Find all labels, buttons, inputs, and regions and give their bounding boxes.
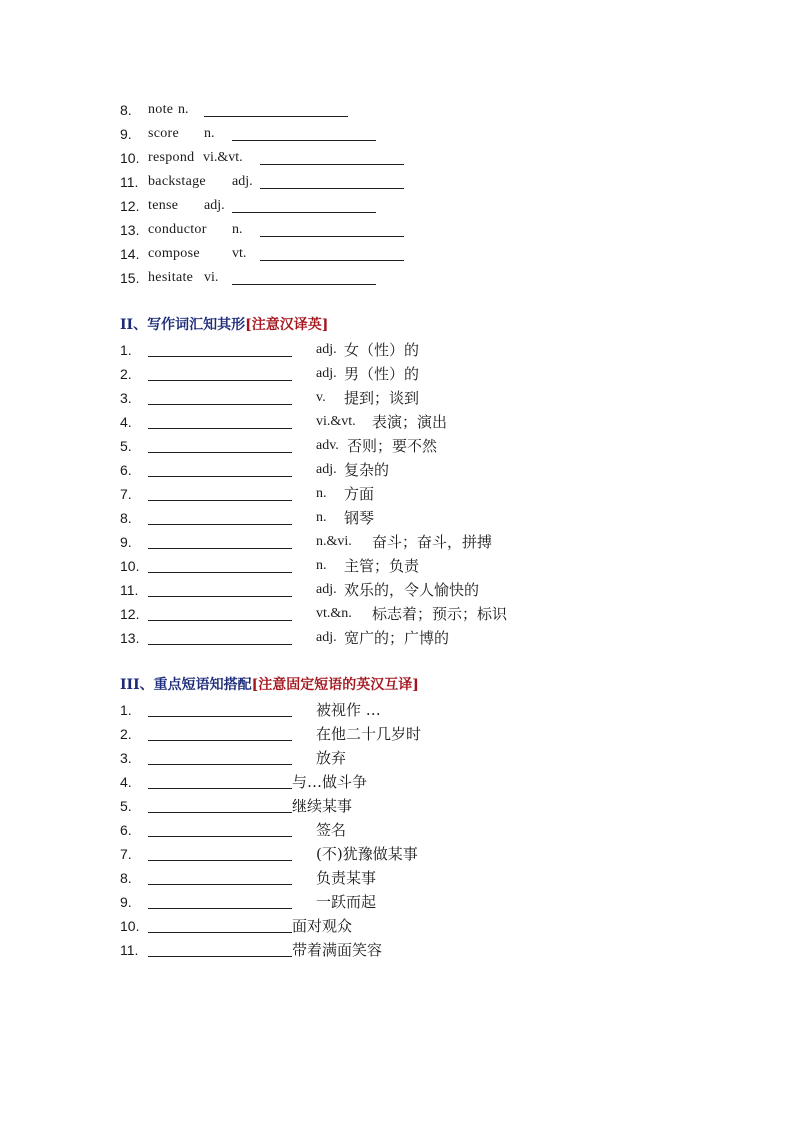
- list-item: [120, 578, 680, 602]
- item-number: 11.: [120, 582, 139, 598]
- chinese-meaning: 标志着；预示；标识: [372, 605, 508, 623]
- part-of-speech: adj.: [316, 342, 337, 357]
- chinese-meaning: 否则；要不然: [347, 437, 438, 455]
- answer-blank[interactable]: [260, 188, 404, 189]
- answer-blank[interactable]: [148, 764, 292, 765]
- item-number: 7.: [120, 486, 132, 502]
- writing-vocab-list: [120, 338, 680, 650]
- list-item: [120, 626, 680, 650]
- list-item: [120, 698, 680, 722]
- list-item: [120, 170, 680, 194]
- english-word: compose: [148, 246, 200, 261]
- answer-blank[interactable]: [148, 500, 292, 501]
- item-number: 9.: [120, 126, 132, 142]
- chinese-meaning: (不)犹豫做某事: [316, 845, 418, 863]
- part-of-speech: n.: [316, 510, 327, 525]
- section-title: II、写作词汇知其形: [120, 317, 246, 333]
- answer-blank[interactable]: [148, 524, 292, 525]
- item-number: 8.: [120, 510, 132, 526]
- item-number: 10.: [120, 558, 140, 574]
- answer-blank[interactable]: [148, 620, 292, 621]
- item-number: 5.: [120, 798, 132, 814]
- english-word: tense: [148, 198, 179, 213]
- list-item: [120, 818, 680, 842]
- part-of-speech: adj.: [204, 198, 225, 213]
- item-number: 13.: [120, 222, 140, 238]
- answer-blank[interactable]: [148, 428, 292, 429]
- item-number: 14.: [120, 246, 140, 262]
- list-item: [120, 194, 680, 218]
- chinese-meaning: 欢乐的，令人愉快的: [344, 581, 480, 599]
- item-number: 9.: [120, 894, 132, 910]
- chinese-meaning: 一跃而起: [316, 893, 377, 911]
- chinese-meaning: 提到；谈到: [344, 389, 420, 407]
- item-number: 8.: [120, 102, 132, 118]
- list-item: [120, 770, 680, 794]
- list-item: [120, 482, 680, 506]
- chinese-meaning: 继续某事: [292, 797, 353, 815]
- writing-vocab-section: [120, 312, 680, 650]
- part-of-speech: n.: [316, 486, 327, 501]
- answer-blank[interactable]: [148, 476, 292, 477]
- list-item: [120, 506, 680, 530]
- list-item: [120, 98, 680, 122]
- answer-blank[interactable]: [148, 932, 292, 933]
- list-item: [120, 338, 680, 362]
- chinese-meaning: 被视作 …: [316, 701, 381, 719]
- answer-blank[interactable]: [148, 452, 292, 453]
- chinese-meaning: 钢琴: [344, 509, 375, 527]
- item-number: 11.: [120, 174, 139, 190]
- chinese-meaning: 与…做斗争: [292, 773, 368, 791]
- list-item: [120, 146, 680, 170]
- list-item: [120, 842, 680, 866]
- part-of-speech: vt.&n.: [316, 606, 352, 621]
- item-number: 6.: [120, 822, 132, 838]
- part-of-speech: n.: [204, 126, 215, 141]
- answer-blank[interactable]: [148, 404, 292, 405]
- part-of-speech: vi.&vt.: [203, 150, 243, 165]
- answer-blank[interactable]: [204, 116, 348, 117]
- item-number: 9.: [120, 534, 132, 550]
- chinese-meaning: 放弃: [316, 749, 347, 767]
- chinese-meaning: 在他二十几岁时: [316, 725, 422, 743]
- item-number: 3.: [120, 750, 132, 766]
- list-item: [120, 746, 680, 770]
- answer-blank[interactable]: [148, 884, 292, 885]
- section-title: III、重点短语知搭配: [120, 677, 252, 693]
- answer-blank[interactable]: [148, 548, 292, 549]
- list-item: [120, 554, 680, 578]
- item-number: 4.: [120, 774, 132, 790]
- answer-blank[interactable]: [232, 284, 376, 285]
- list-item: [120, 266, 680, 290]
- part-of-speech: vi.: [204, 270, 219, 285]
- item-number: 1.: [120, 702, 132, 718]
- list-item: [120, 362, 680, 386]
- list-item: [120, 122, 680, 146]
- answer-blank[interactable]: [232, 140, 376, 141]
- phrase-list: [120, 698, 680, 962]
- list-item: [120, 890, 680, 914]
- answer-blank[interactable]: [260, 236, 404, 237]
- answer-blank[interactable]: [148, 356, 292, 357]
- item-number: 7.: [120, 846, 132, 862]
- part-of-speech: vt.: [232, 246, 247, 261]
- item-number: 13.: [120, 630, 140, 646]
- answer-blank[interactable]: [232, 212, 376, 213]
- answer-blank[interactable]: [148, 956, 292, 957]
- chinese-meaning: 带着满面笑容: [292, 941, 383, 959]
- answer-blank[interactable]: [148, 716, 292, 717]
- part-of-speech: n.&vi.: [316, 534, 352, 549]
- list-item: [120, 866, 680, 890]
- part-of-speech: adj.: [316, 462, 337, 477]
- list-item: [120, 218, 680, 242]
- part-of-speech: n.: [232, 222, 243, 237]
- list-item: [120, 410, 680, 434]
- answer-blank[interactable]: [148, 908, 292, 909]
- answer-blank[interactable]: [148, 836, 292, 837]
- list-item: [120, 794, 680, 818]
- part-of-speech: n.: [316, 558, 327, 573]
- part-of-speech: adj.: [316, 366, 337, 381]
- chinese-meaning: 负责某事: [316, 869, 377, 887]
- chinese-meaning: 方面: [344, 485, 375, 503]
- item-number: 3.: [120, 390, 132, 406]
- chinese-meaning: 奋斗；奋斗，拼搏: [372, 533, 493, 551]
- answer-blank[interactable]: [148, 788, 292, 789]
- item-number: 2.: [120, 366, 132, 382]
- part-of-speech: adj.: [316, 582, 337, 597]
- item-number: 1.: [120, 342, 132, 358]
- answer-blank[interactable]: [148, 644, 292, 645]
- section-heading: [120, 312, 680, 338]
- chinese-meaning: 女（性）的: [344, 341, 420, 359]
- answer-blank[interactable]: [148, 740, 292, 741]
- section-heading: [120, 672, 680, 698]
- part-of-speech: n.: [178, 102, 189, 117]
- english-word: backstage: [148, 174, 206, 189]
- part-of-speech: adj.: [316, 630, 337, 645]
- english-word: conductor: [148, 222, 207, 237]
- answer-blank[interactable]: [148, 860, 292, 861]
- chinese-meaning: 表演；演出: [372, 413, 448, 431]
- item-number: 11.: [120, 942, 139, 958]
- list-item: [120, 242, 680, 266]
- list-item: [120, 458, 680, 482]
- chinese-meaning: 宽广的；广博的: [344, 629, 450, 647]
- list-item: [120, 386, 680, 410]
- answer-blank[interactable]: [148, 812, 292, 813]
- answer-blank[interactable]: [148, 572, 292, 573]
- list-item: [120, 434, 680, 458]
- english-word: respond: [148, 150, 195, 165]
- list-item: [120, 530, 680, 554]
- item-number: 12.: [120, 198, 140, 214]
- answer-blank[interactable]: [148, 596, 292, 597]
- item-number: 6.: [120, 462, 132, 478]
- part-of-speech: v.: [316, 390, 326, 405]
- item-number: 8.: [120, 870, 132, 886]
- section-instruction: [注意固定短语的英汉互译]: [251, 677, 419, 693]
- phrase-section: [120, 672, 680, 962]
- item-number: 2.: [120, 726, 132, 742]
- english-word: hesitate: [148, 270, 194, 285]
- list-item: [120, 914, 680, 938]
- section-instruction: [注意汉译英]: [245, 317, 329, 333]
- list-item: [120, 938, 680, 962]
- answer-blank[interactable]: [260, 164, 404, 165]
- chinese-meaning: 复杂的: [344, 461, 390, 479]
- list-item: [120, 602, 680, 626]
- part-of-speech: adj.: [232, 174, 253, 189]
- answer-blank[interactable]: [260, 260, 404, 261]
- answer-blank[interactable]: [148, 380, 292, 381]
- part-of-speech: vi.&vt.: [316, 414, 356, 429]
- item-number: 15.: [120, 270, 140, 286]
- chinese-meaning: 面对观众: [292, 917, 353, 935]
- part-of-speech: adv.: [316, 438, 339, 453]
- vocab-list-part1: [120, 98, 680, 290]
- list-item: [120, 722, 680, 746]
- item-number: 4.: [120, 414, 132, 430]
- chinese-meaning: 主管；负责: [344, 557, 420, 575]
- item-number: 10.: [120, 918, 140, 934]
- english-word: note: [148, 102, 174, 117]
- item-number: 12.: [120, 606, 140, 622]
- item-number: 10.: [120, 150, 140, 166]
- english-word: score: [148, 126, 180, 141]
- chinese-meaning: 签名: [316, 821, 347, 839]
- item-number: 5.: [120, 438, 132, 454]
- chinese-meaning: 男（性）的: [344, 365, 420, 383]
